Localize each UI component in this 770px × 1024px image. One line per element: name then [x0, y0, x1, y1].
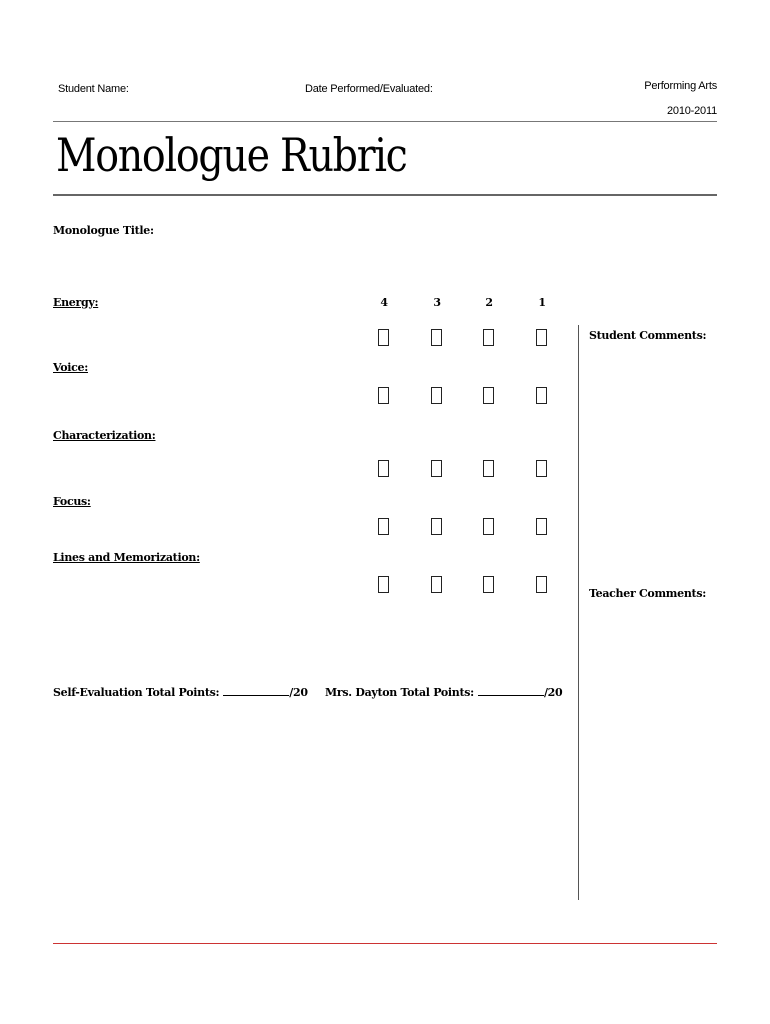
criterion-energy-label: Energy: — [53, 296, 99, 309]
header-rule — [53, 121, 717, 122]
student-comments-label: Student Comments: — [589, 329, 707, 342]
lines-score-4-checkbox[interactable] — [378, 576, 389, 593]
energy-score-2-checkbox[interactable] — [483, 329, 494, 346]
focus-score-1-checkbox[interactable] — [536, 518, 547, 535]
page-title: Monologue Rubric — [56, 128, 407, 182]
criterion-characterization-label: Characterization: — [53, 429, 156, 442]
self-evaluation-total-label: Self-Evaluation Total Points: — [53, 686, 220, 699]
score-column-1: 1 — [538, 296, 546, 309]
teacher-total-blank[interactable] — [478, 686, 544, 696]
footer-rule — [53, 943, 717, 944]
criterion-voice-label: Voice: — [53, 361, 88, 374]
energy-score-1-checkbox[interactable] — [536, 329, 547, 346]
characterization-score-2-checkbox[interactable] — [483, 460, 494, 477]
lines-score-1-checkbox[interactable] — [536, 576, 547, 593]
date-performed-label: Date Performed/Evaluated: — [305, 83, 433, 95]
self-evaluation-total-suffix: /20 — [289, 686, 308, 699]
self-evaluation-total-blank[interactable] — [223, 686, 289, 696]
comments-divider — [578, 325, 579, 900]
focus-score-3-checkbox[interactable] — [431, 518, 442, 535]
student-name-label: Student Name: — [58, 83, 129, 95]
energy-score-3-checkbox[interactable] — [431, 329, 442, 346]
focus-score-4-checkbox[interactable] — [378, 518, 389, 535]
lines-score-3-checkbox[interactable] — [431, 576, 442, 593]
lines-score-2-checkbox[interactable] — [483, 576, 494, 593]
teacher-comments-label: Teacher Comments: — [589, 587, 706, 600]
title-rule — [53, 194, 717, 196]
energy-score-4-checkbox[interactable] — [378, 329, 389, 346]
teacher-total-suffix: /20 — [543, 686, 563, 699]
teacher-total-label: Mrs. Dayton Total Points: — [325, 686, 474, 699]
criterion-lines-memorization-label: Lines and Memorization: — [53, 551, 200, 564]
voice-score-1-checkbox[interactable] — [536, 387, 547, 404]
voice-score-2-checkbox[interactable] — [483, 387, 494, 404]
teacher-total — [325, 686, 562, 699]
characterization-score-1-checkbox[interactable] — [536, 460, 547, 477]
score-column-3: 3 — [433, 296, 441, 309]
department-label: Performing Arts — [644, 80, 717, 92]
score-column-4: 4 — [380, 296, 388, 309]
monologue-title-label: Monologue Title: — [53, 224, 154, 237]
school-year-label: 2010-2011 — [667, 105, 717, 117]
criterion-focus-label: Focus: — [53, 495, 91, 508]
voice-score-4-checkbox[interactable] — [378, 387, 389, 404]
characterization-score-4-checkbox[interactable] — [378, 460, 389, 477]
characterization-score-3-checkbox[interactable] — [431, 460, 442, 477]
self-evaluation-total — [53, 686, 308, 699]
score-column-2: 2 — [485, 296, 493, 309]
voice-score-3-checkbox[interactable] — [431, 387, 442, 404]
focus-score-2-checkbox[interactable] — [483, 518, 494, 535]
